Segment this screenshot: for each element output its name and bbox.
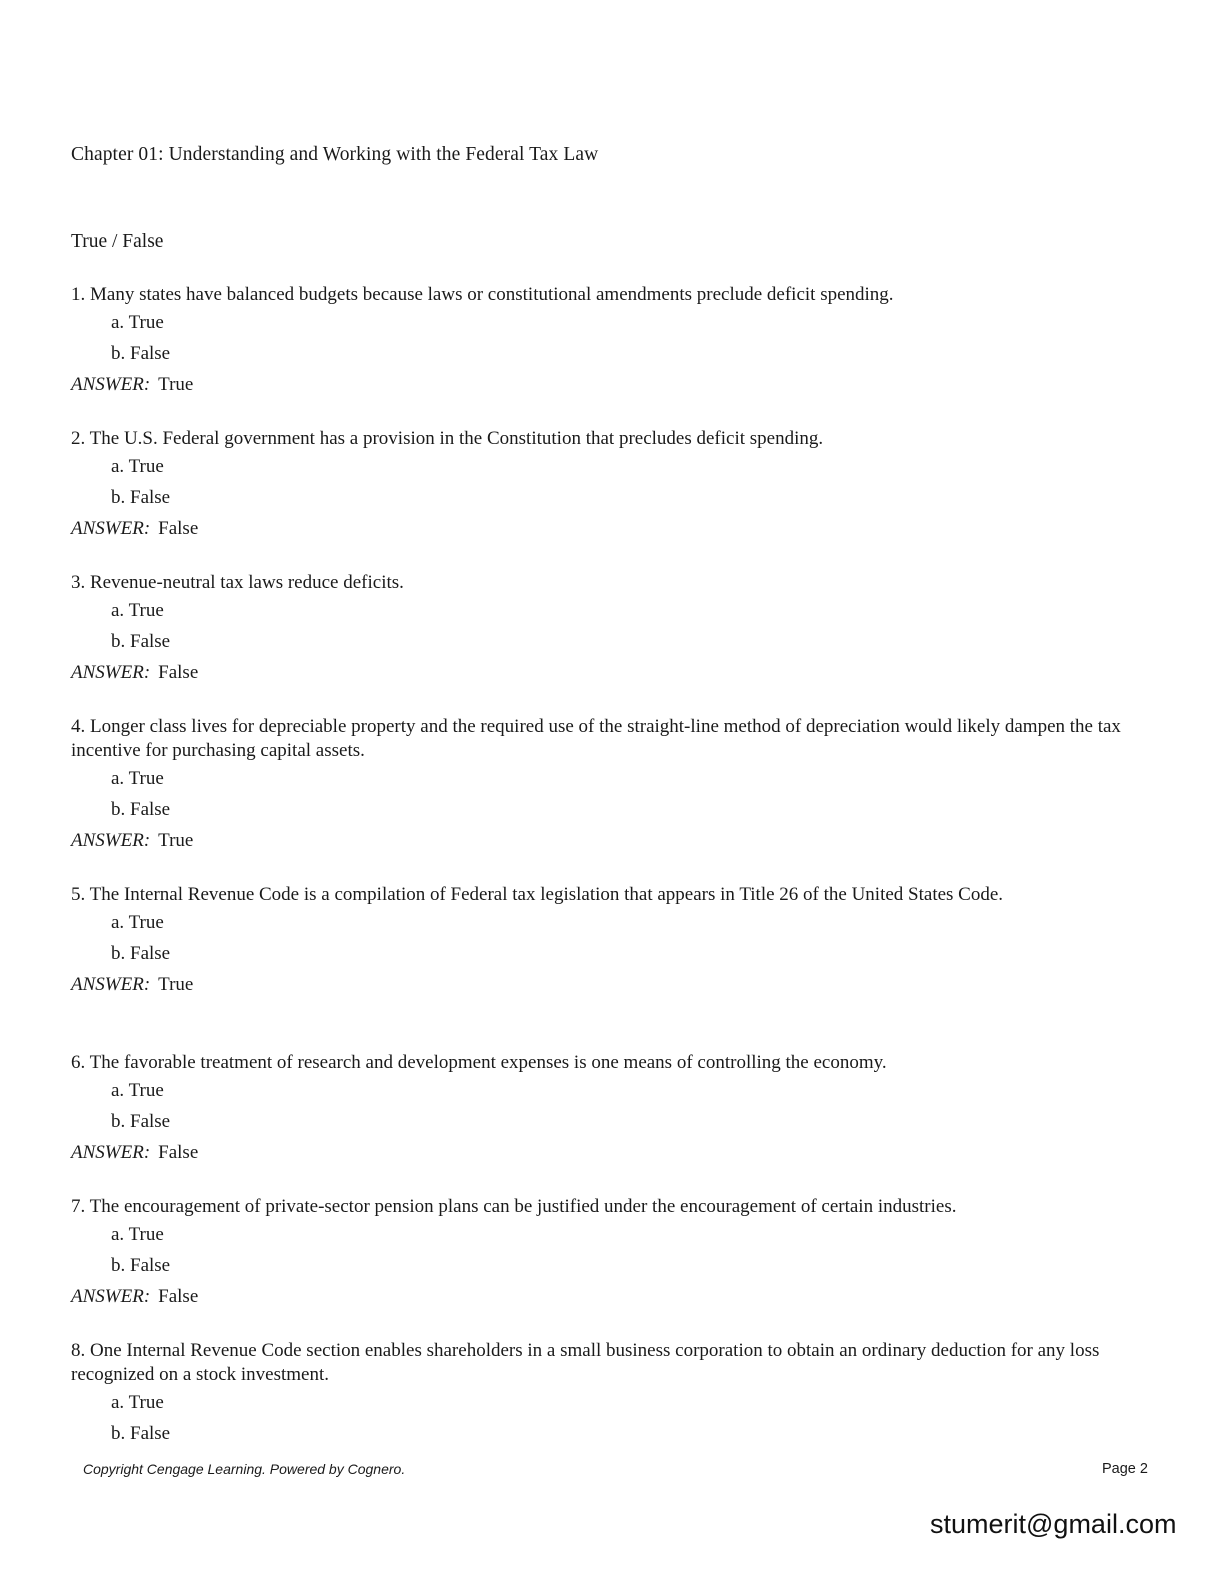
- answer-label: ANSWER:: [71, 1142, 151, 1163]
- option-a: a. True: [111, 1224, 164, 1245]
- question-1: [71, 283, 1151, 397]
- answer-value: False: [158, 518, 199, 539]
- answer-line: [71, 661, 1151, 685]
- answer-value: False: [158, 1142, 199, 1163]
- answer-value: False: [158, 1286, 199, 1307]
- question-5: [71, 883, 1151, 997]
- question-text: 2. The U.S. Federal government has a provision in the Constitution that precludes deficit spending.: [71, 428, 824, 449]
- question-3: [71, 571, 1151, 685]
- answer-value: True: [158, 374, 194, 395]
- question-2: [71, 427, 1151, 541]
- answer-value: True: [158, 830, 194, 851]
- question-text: 4. Longer class lives for depreciable property and the required use of the straight-line method of depreciation would likely dampen the tax incentive for purchasing capital assets.: [71, 716, 1121, 761]
- option-a: a. True: [111, 768, 164, 789]
- answer-label: ANSWER:: [71, 974, 151, 995]
- question-text: 3. Revenue-neutral tax laws reduce deficits.: [71, 572, 404, 593]
- answer-line: [71, 1285, 1151, 1309]
- answer-line: [71, 973, 1151, 997]
- answer-line: [71, 517, 1151, 541]
- question-6: [71, 1051, 1151, 1165]
- answer-value: True: [158, 974, 194, 995]
- answer-line: [71, 1141, 1151, 1165]
- question-text: 8. One Internal Revenue Code section enables shareholders in a small business corporation to obtain an ordinary deduction for any loss recognized on a stock investment.: [71, 1340, 1100, 1385]
- question-text: 5. The Internal Revenue Code is a compilation of Federal tax legislation that appears in Title 26 of the United States Code.: [71, 884, 1004, 905]
- answer-label: ANSWER:: [71, 1286, 151, 1307]
- option-b: b. False: [111, 943, 171, 964]
- watermark-email: stumerit@gmail.com: [930, 1509, 1177, 1539]
- answer-label: ANSWER:: [71, 830, 151, 851]
- option-b: b. False: [111, 631, 171, 652]
- page-number: Page 2: [1102, 1461, 1148, 1477]
- option-b: b. False: [111, 799, 171, 820]
- option-a: a. True: [111, 600, 164, 621]
- question-4: [71, 715, 1151, 853]
- answer-value: False: [158, 662, 199, 683]
- question-7: [71, 1195, 1151, 1309]
- option-b: b. False: [111, 487, 171, 508]
- answer-line: [71, 829, 1151, 853]
- option-a: a. True: [111, 1392, 164, 1413]
- footer-copyright: Copyright Cengage Learning. Powered by Cognero.: [83, 1461, 406, 1477]
- answer-label: ANSWER:: [71, 662, 151, 683]
- option-a: a. True: [111, 912, 164, 933]
- option-a: a. True: [111, 1080, 164, 1101]
- option-b: b. False: [111, 1255, 171, 1276]
- option-b: b. False: [111, 343, 171, 364]
- answer-label: ANSWER:: [71, 518, 151, 539]
- option-a: a. True: [111, 312, 164, 333]
- question-text: 7. The encouragement of private-sector pension plans can be justified under the encouragement of certain industries.: [71, 1196, 957, 1217]
- section-title: True / False: [71, 231, 164, 252]
- answer-line: [71, 373, 1151, 397]
- option-b: b. False: [111, 1111, 171, 1132]
- question-text: 1. Many states have balanced budgets because laws or constitutional amendments preclude deficit spending.: [71, 284, 894, 305]
- question-text: 6. The favorable treatment of research and development expenses is one means of controlling the economy.: [71, 1052, 887, 1073]
- option-a: a. True: [111, 456, 164, 477]
- question-8: [71, 1339, 1151, 1446]
- chapter-title: Chapter 01: Understanding and Working with the Federal Tax Law: [71, 144, 599, 165]
- answer-label: ANSWER:: [71, 374, 151, 395]
- option-b: b. False: [111, 1423, 171, 1444]
